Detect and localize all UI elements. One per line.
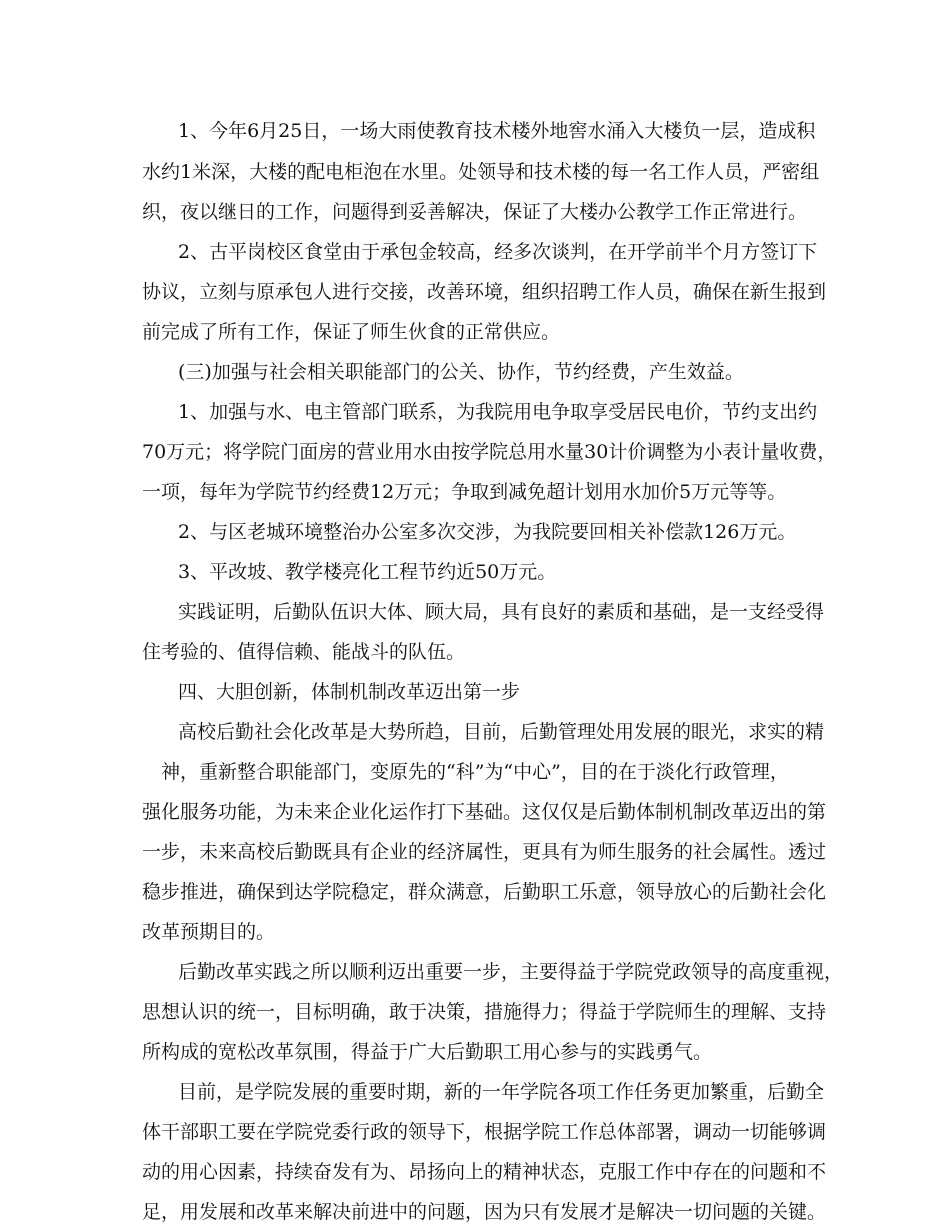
text-line: 住考验的、值得信赖、能战斗的队伍。 (142, 641, 466, 663)
text-line: 水约1米深，大楼的配电柜泡在水里。处领导和技术楼的每一名工作人员，严密组 (142, 161, 820, 183)
section-heading: (三)加强与社会相关职能部门的公关、协作，节约经费，产生效益。 (178, 361, 744, 383)
text-line: 动的用心因素，持续奋发有为、昂扬向上的精神状态，克服工作中存在的问题和不 (142, 1161, 827, 1183)
text-line: 3、平改坡、教学楼亮化工程节约近50万元。 (178, 561, 557, 583)
text-line: 70万元；将学院门面房的营业用水由按学院总用水量30计价调整为小表计量收费， (142, 441, 837, 463)
text-line: 一项，每年为学院节约经费12万元；争取到减免超计划用水加价5万元等等。 (142, 481, 787, 503)
text-line: 前完成了所有工作，保证了师生伙食的正常供应。 (142, 321, 561, 343)
text-line: 高校后勤社会化改革是大势所趋，目前，后勤管理处用发展的眼光，求实的精 (178, 721, 825, 743)
section-heading: 四、大胆创新，体制机制改革迈出第一步 (178, 681, 521, 703)
text-line: 改革预期目的。 (142, 921, 276, 943)
text-line: 思想认识的统一，目标明确，敢于决策，措施得力；得益于学院师生的理解、支持 (142, 1001, 827, 1023)
text-line: 2、与区老城环境整治办公室多次交涉，为我院要回相关补偿款126万元。 (178, 521, 797, 543)
text-line: 强化服务功能，为未来企业化运作打下基础。这仅仅是后勤体制机制改革迈出的第 (142, 801, 827, 823)
text-line: 足，用发展和改革来解决前进中的问题，因为只有发展才是解决一切问题的关键。 (142, 1201, 827, 1223)
text-line: 稳步推进，确保到达学院稳定，群众满意，后勤职工乐意，领导放心的后勤社会化 (142, 881, 827, 903)
text-line: 体干部职工要在学院党委行政的领导下，根据学院工作总体部署，调动一切能够调 (142, 1121, 827, 1143)
text-line: 2、古平岗校区食堂由于承包金较高，经多次谈判，在开学前半个月方签订下 (178, 241, 818, 263)
text-line: 后勤改革实践之所以顺利迈出重要一步，主要得益于学院党政领导的高度重视， (178, 961, 844, 983)
text-line: 一步，未来高校后勤既具有企业的经济属性，更具有为师生服务的社会属性。透过 (142, 841, 827, 863)
text-line: 目前，是学院发展的重要时期，新的一年学院各项工作任务更加繁重，后勤全 (178, 1081, 825, 1103)
text-line: 1、加强与水、电主管部门联系，为我院用电争取享受居民电价，节约支出约 (178, 401, 818, 423)
text-line: 神，重新整合职能部门，变原先的“科”为“中心”，目的在于淡化行政管理， (161, 761, 789, 783)
text-line: 织，夜以继日的工作，问题得到妥善解决，保证了大楼办公教学工作正常进行。 (142, 201, 808, 223)
text-line: 协议，立刻与原承包人进行交接，改善环境，组织招聘工作人员，确保在新生报到 (142, 281, 827, 303)
text-line: 实践证明，后勤队伍识大体、顾大局，具有良好的素质和基础，是一支经受得 (178, 601, 825, 623)
text-line: 所构成的宽松改革氛围，得益于广大后勤职工用心参与的实践勇气。 (142, 1041, 713, 1063)
text-line: 1、今年6月25日，一场大雨使教育技术楼外地窖水涌入大楼负一层，造成积 (178, 120, 816, 142)
